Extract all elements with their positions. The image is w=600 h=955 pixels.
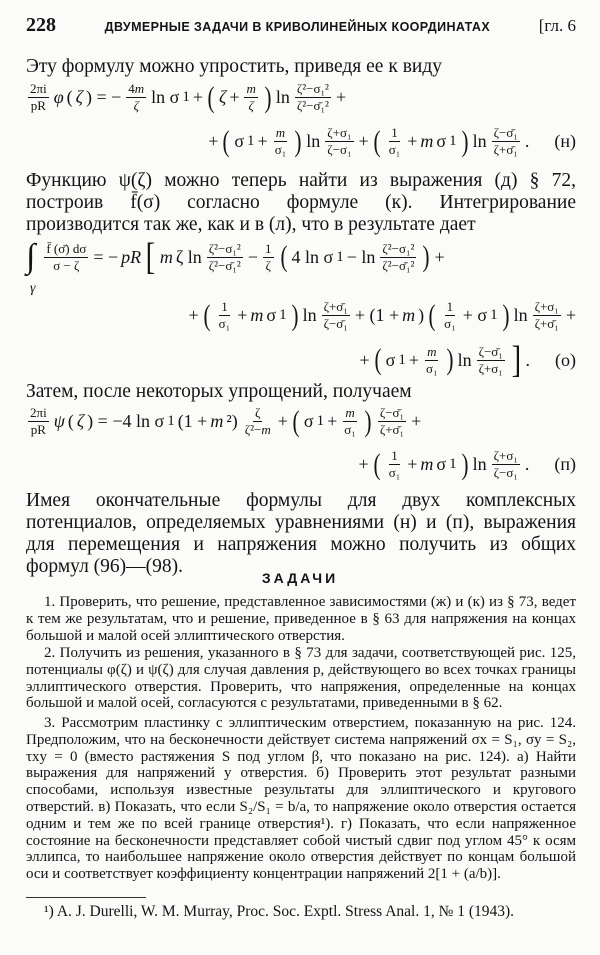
equation-o-line-3: + ( σ 1 + $\frac{m}{\text{σ₁}}$ ) ln $\frac{\text{ζ−σ̄₁}}{\text{ζ+σ₁}}$ ] . (о) xyxy=(359,339,576,381)
equation-n-line-2: + ( σ 1 + $\frac{m}{\text{σ₁}}$ ) ln $\frac{\text{ζ+σ₁}}{\text{ζ−σ₁}}$ + ( $\frac{1}{\text{σ₁}}$ + m σ 1 ) ln $\frac{\text{ζ−σ̄₁}}{\text{ζ+σ̄₁}}$ . (н) xyxy=(208,124,576,158)
footnote: ¹) A. J. Durelli, W. M. Murray, Proc. Soc. Exptl. Stress Anal. 1, № 1 (1943). xyxy=(44,903,515,920)
equation-o-tag: (о) xyxy=(555,349,576,370)
paragraph-2: Функцию ψ(ζ) можно теперь найти из выражения (д) § 72, построив f̄(σ) согласно формуле (к). Интегрирование производится так же, как и в (л), что в результате дает xyxy=(26,170,576,235)
equation-o-line-1: ∫ $\frac{f̄ (\sigmā) d\sigma}{\sigma - \zeta}$ = − pR [ m ζ ln $\frac{\text{ζ²−σ₁²}}{\text{ζ²−σ̄₁²}}$ − $\frac{1}{\zeta}$ ( 4 ln σ 1 − ln $\frac{\text{ζ²−σ₁²}}{\text{ζ²−σ̄₁²}}$ ) + xyxy=(26,236,445,278)
problem-2: 2. Получить из решения, указанного в § 73 для задачи, соответствующей рис. 125, потенциалы φ(ζ) и ψ(ζ) для случая давления p, действующего во всех точках границы эллиптического отверстия. Проверить, что напряжения, определенные на концах большой и малой осей, согласуются с результатами, приведенными в § 62. xyxy=(26,645,576,712)
equation-p-line-2: + ( $\frac{1}{\text{σ₁}}$ + m σ 1 ) ln $\frac{\text{ζ+σ₁}}{\text{ζ−σ₁}}$ . (п) xyxy=(358,447,576,481)
running-header xyxy=(26,14,576,40)
page-number: 228 xyxy=(26,14,56,36)
running-title: ДВУМЕРНЫЕ ЗАДАЧИ В КРИВОЛИНЕЙНЫХ КООРДИНАТАХ xyxy=(104,20,491,34)
integral-contour-gamma: γ xyxy=(30,281,36,296)
chapter-ref: [гл. 6 xyxy=(538,16,576,35)
paragraph-3: Затем, после некоторых упрощений, получаем xyxy=(26,381,412,402)
paragraph-4: Имея окончательные формулы для двух комплексных потенциалов, определяемых уравнениями (н) и (п), выражения для перемещения и напряжения можно получить из общих формул (96)—(98). xyxy=(26,490,576,577)
equation-o-line-2: + ( $\frac{1}{\text{σ₁}}$ + m σ 1 ) ln $\frac{\text{ζ+σ̄₁}}{\text{ζ−σ̄₁}}$ + (1 + m ) ( $\frac{1}{\text{σ₁}}$ + σ 1 ) ln $\frac{\text{ζ+σ₁}}{\text{ζ+σ̄₁}}$ + xyxy=(188,298,576,332)
equation-n-line-1: $\frac{2\pi i}{pR}$ φ ( ζ ) = − $\frac{4m}{\zeta}$ ln σ 1 + ( ζ + $\frac{m}{\zeta}$ ) ln $\frac{\text{ζ²−σ₁²}}{\text{ζ²−σ̄₁²}}$ + xyxy=(30,80,347,114)
paragraph-1: Эту формулу можно упростить, приведя ее к виду xyxy=(26,56,443,77)
equation-p-tag: (п) xyxy=(554,454,576,474)
equation-n-tag: (н) xyxy=(554,131,576,151)
problem-3: 3. Рассмотрим пластинку с эллиптическим отверстием, показанную на рис. 124. Предположим, что на бесконечности действует система напряжений σx = S₁, σy = S₂, τxy = 0 (вместо растяжения S под углом β, что показано на рис. 124). а) Найти выражения для напряжений у отверстия. б) Проверить этот результат разными способами, используя известные результаты для эллиптического и кругового отверстий. в) Показать, что если S₂/S₁ = b/a, то напряжение около отверстия остается одним и тем же по всей границе отверстия¹). г) Показать, что если напряженное состояние на бесконечности представляет собой чистый сдвиг под углом 45° к осям эллипса, то наибольшее напряжение около отверстия действует по концам большой оси и соответствует коэффициенту концентрации напряжений 2[1 + (a/b)]. xyxy=(26,715,576,883)
problem-1: 1. Проверить, что решение, представленное зависимостями (ж) и (к) из § 73, ведет к тем же результатам, что и решение, приведенное в § 63 для напряжения на концах большой и малой осей эллиптического отверстия. xyxy=(26,594,576,644)
footnote-rule xyxy=(26,897,146,898)
equation-p-line-1: $\frac{2\pi i}{pR}$ ψ ( ζ ) = −4 ln σ 1 (1 + m ²) $\frac{\zeta}{\text{ζ²−m}}$ + ( σ 1 + $\frac{m}{\text{σ₁}}$ ) $\frac{\text{ζ−σ̄₁}}{\text{ζ+σ̄₁}}$ + xyxy=(30,404,422,438)
problems-heading: ЗАДАЧИ xyxy=(261,570,339,586)
